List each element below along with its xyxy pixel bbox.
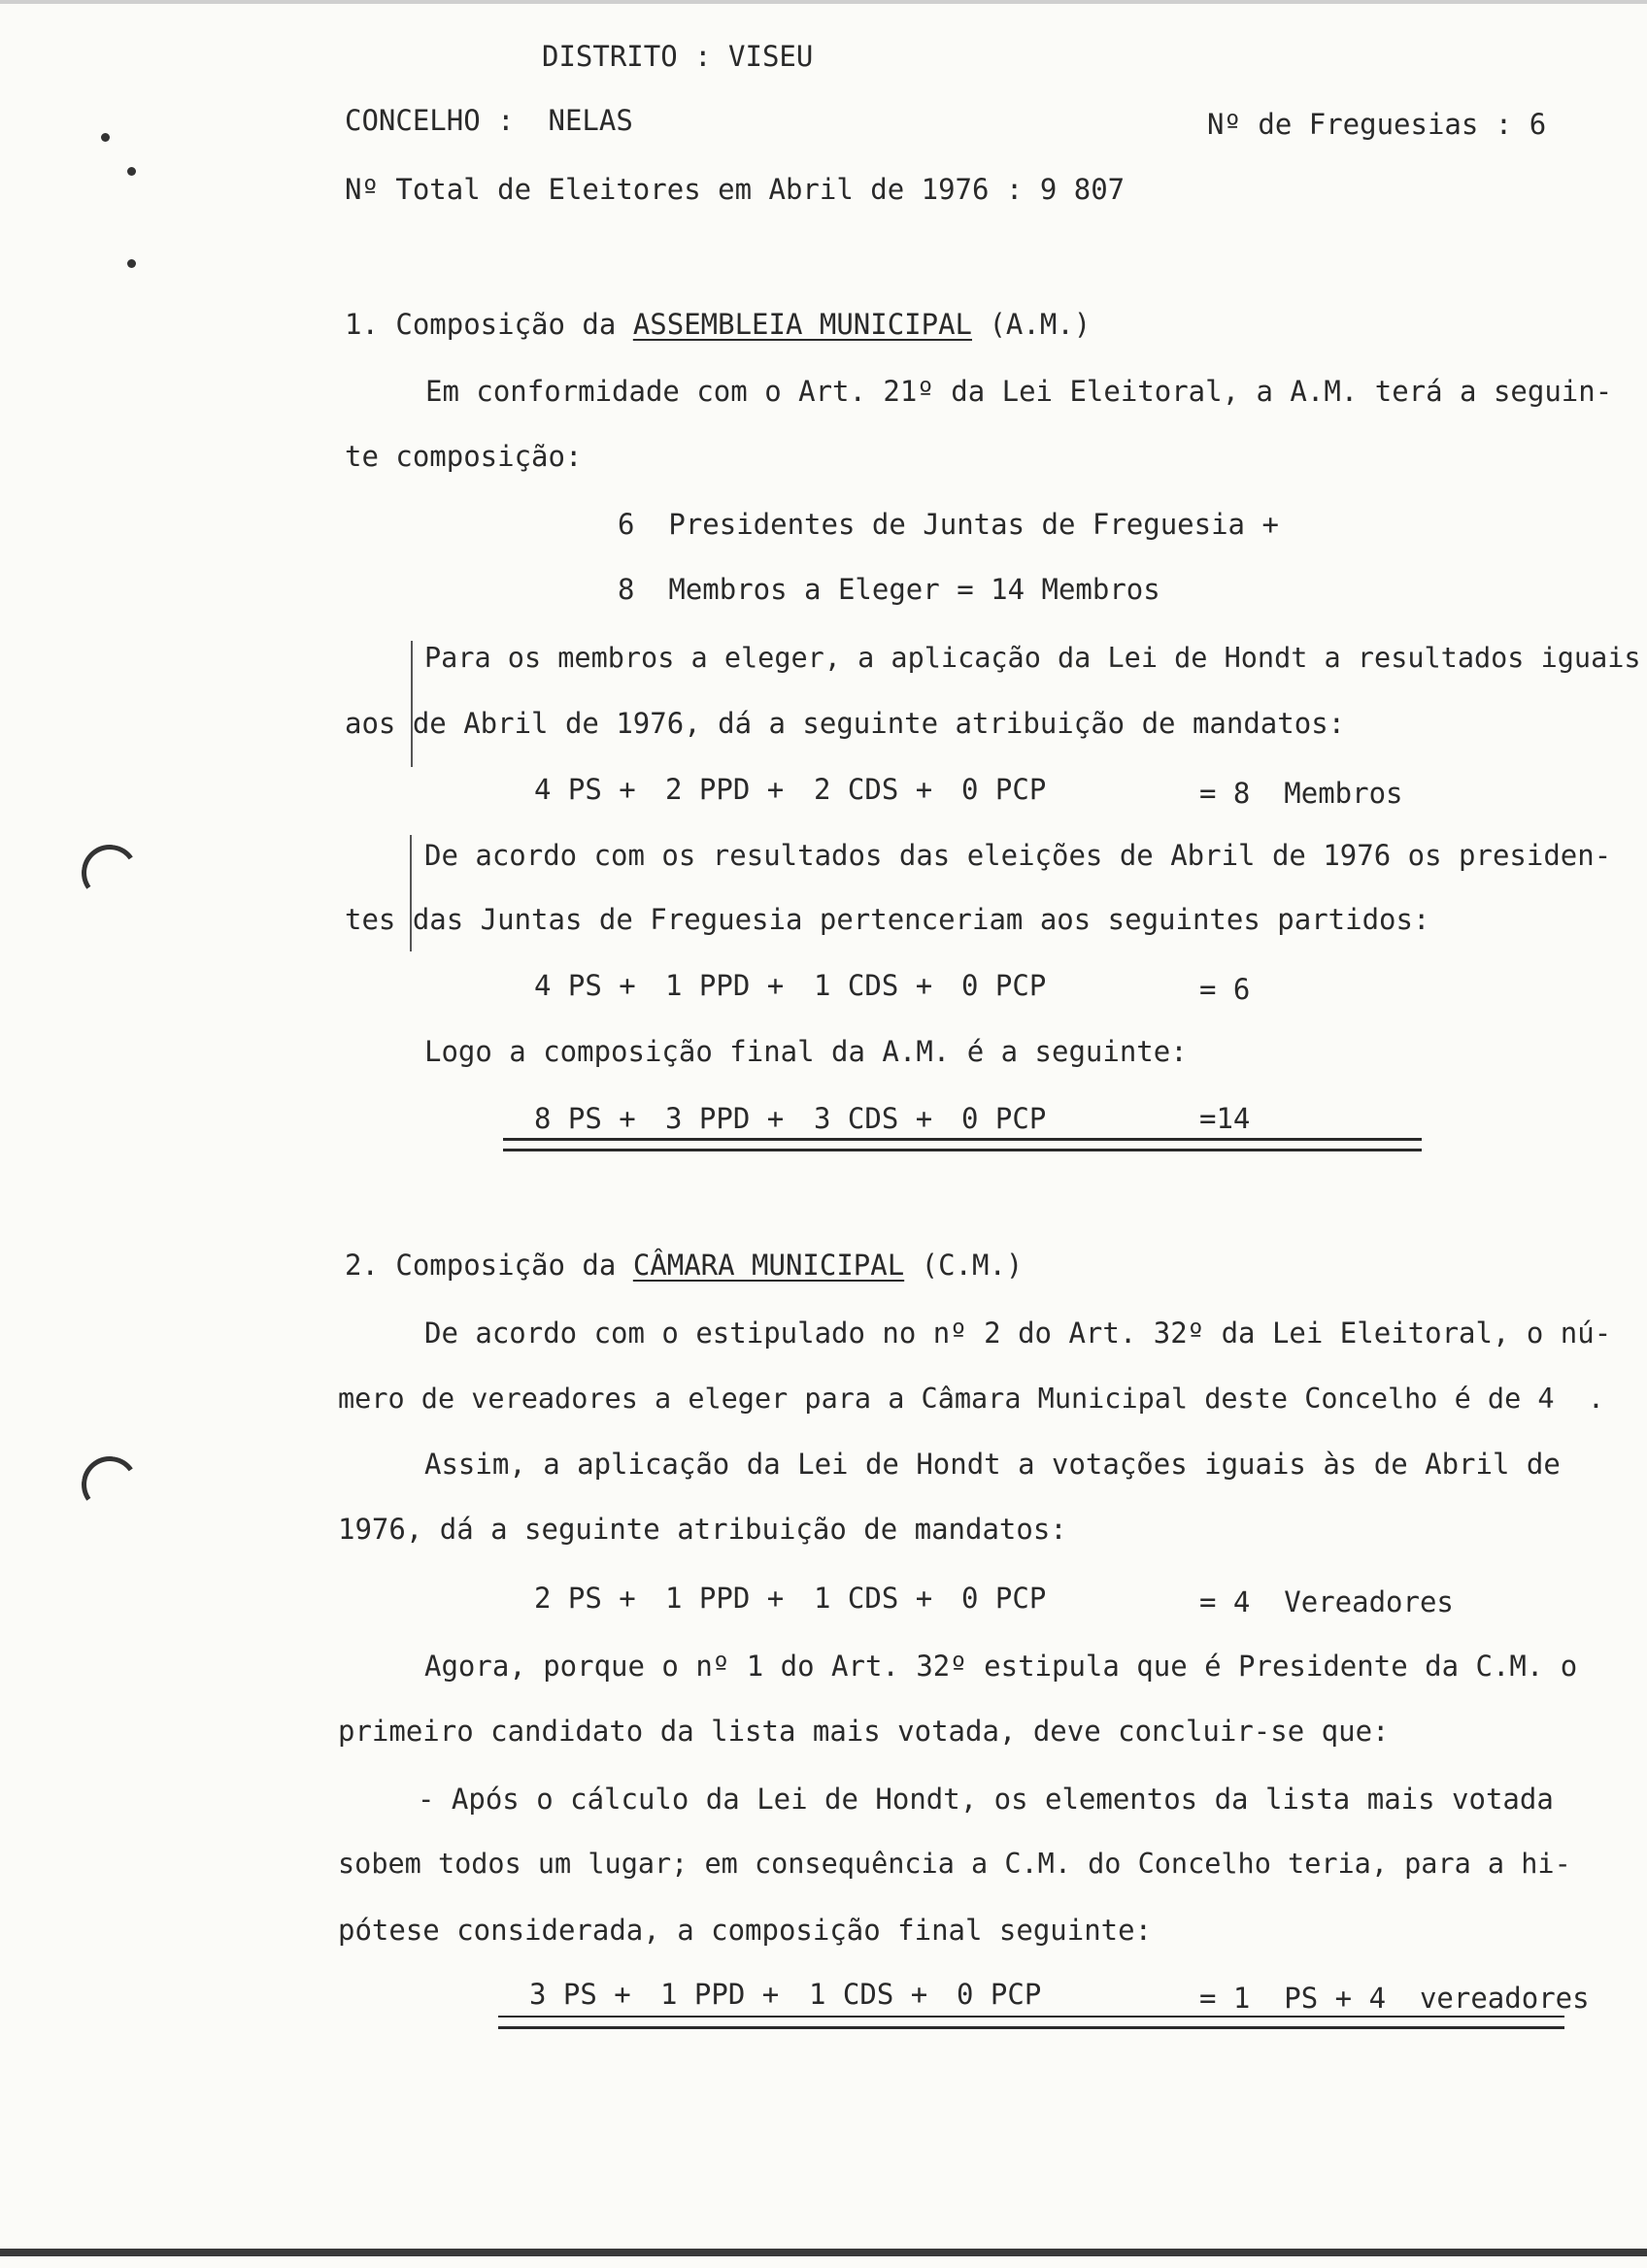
section1-para2-line1: Para os membros a eleger, a aplicação da Lei de Hondt a resultados iguais xyxy=(424,642,1641,674)
section1-para3-line1: De acordo com os resultados das eleições de Abril de 1976 os presiden- xyxy=(424,839,1612,872)
parish-count: Nº de Freguesias : 6 xyxy=(1207,108,1547,141)
final-rule xyxy=(503,1138,1422,1141)
final-rule xyxy=(498,2016,1564,2018)
row-pcp: 0 PCP xyxy=(961,773,1047,806)
row-ppd: 1 PPD + xyxy=(665,969,785,1002)
section1-para3-line2: tes das Juntas de Freguesia pertenceriam aos seguintes partidos: xyxy=(345,903,1430,936)
final-rule xyxy=(503,1149,1422,1151)
row-pcp: 0 PCP xyxy=(961,1582,1047,1615)
section2-para3-line2: primeiro candidato da lista mais votada, deve concluir-se que: xyxy=(338,1715,1390,1748)
row-cds: 3 CDS + xyxy=(814,1102,933,1135)
row-ps: 4 PS + xyxy=(534,773,636,806)
section1-para1-line1: Em conformidade com o Art. 21º da Lei Eleitoral, a A.M. terá a seguin- xyxy=(425,375,1613,408)
scan-top-edge xyxy=(0,0,1647,4)
row-total: = 4 Vereadores xyxy=(1199,1585,1454,1618)
section2-para2-line2: 1976, dá a seguinte atribuição de mandatos: xyxy=(338,1513,1067,1546)
row-pcp: 0 PCP xyxy=(961,1102,1047,1135)
composition-line1: 6 Presidentes de Juntas de Freguesia + xyxy=(618,508,1279,541)
section2-heading: 2. Composição da CÂMARA MUNICIPAL (C.M.) xyxy=(345,1249,1024,1282)
row-ppd: 1 PPD + xyxy=(665,1582,785,1615)
row-cds: 1 CDS + xyxy=(814,1582,933,1615)
voter-total: Nº Total de Eleitores em Abril de 1976 : 9 807 xyxy=(345,173,1126,206)
row-ppd: 2 PPD + xyxy=(665,773,785,806)
section1-para4: Logo a composição final da A.M. é a seguinte: xyxy=(424,1035,1188,1068)
row-total: = 1 PS + 4 vereadores xyxy=(1199,1982,1590,2015)
scan-bottom-edge xyxy=(0,2249,1647,2256)
row-cds: 1 CDS + xyxy=(809,1978,928,2011)
row-pcp: 0 PCP xyxy=(961,969,1047,1002)
section2-para2-line1: Assim, a aplicação da Lei de Hondt a votações iguais às de Abril de xyxy=(424,1448,1561,1481)
row-ps: 3 PS + xyxy=(529,1978,631,2011)
municipality-label: CONCELHO : NELAS xyxy=(345,104,633,137)
section1-para2-line2: aos de Abril de 1976, dá a seguinte atribuição de mandatos: xyxy=(345,707,1346,740)
binder-hole-arc xyxy=(77,840,142,905)
section1-para1-line2: te composição: xyxy=(345,440,583,473)
section2-para4-line3: pótese considerada, a composição final seguinte: xyxy=(338,1914,1153,1947)
row-cds: 1 CDS + xyxy=(814,969,933,1002)
section2-para4-line1: - Após o cálculo da Lei de Hondt, os elementos da lista mais votada xyxy=(418,1783,1554,1816)
section2-para4-line2: sobem todos um lugar; em consequência a C.M. do Concelho teria, para a hi- xyxy=(338,1848,1571,1880)
row-total: = 6 xyxy=(1199,973,1251,1006)
punch-dot xyxy=(127,167,136,176)
section2-para1-line2: mero de vereadores a eleger para a Câmara Municipal deste Concelho é de 4 . xyxy=(338,1383,1605,1415)
row-ppd: 3 PPD + xyxy=(665,1102,785,1135)
final-rule xyxy=(498,2026,1564,2029)
row-ppd: 1 PPD + xyxy=(660,1978,780,2011)
row-ps: 2 PS + xyxy=(534,1582,636,1615)
punch-dot xyxy=(127,259,136,268)
composition-line2: 8 Membros a Eleger = 14 Membros xyxy=(618,573,1160,606)
punch-dot xyxy=(101,133,110,142)
row-ps: 4 PS + xyxy=(534,969,636,1002)
binder-hole-arc xyxy=(77,1451,142,1517)
row-total: = 8 Membros xyxy=(1199,777,1403,810)
district-label: DISTRITO : VISEU xyxy=(542,40,814,73)
row-cds: 2 CDS + xyxy=(814,773,933,806)
row-pcp: 0 PCP xyxy=(957,1978,1042,2011)
section2-para1-line1: De acordo com o estipulado no nº 2 do Art. 32º da Lei Eleitoral, o nú- xyxy=(424,1317,1612,1350)
section2-para3-line1: Agora, porque o nº 1 do Art. 32º estipula que é Presidente da C.M. o xyxy=(424,1650,1578,1683)
row-ps: 8 PS + xyxy=(534,1102,636,1135)
section1-heading: 1. Composição da ASSEMBLEIA MUNICIPAL (A.M.) xyxy=(345,308,1092,341)
margin-mark xyxy=(411,641,413,767)
row-total: =14 xyxy=(1199,1102,1251,1135)
